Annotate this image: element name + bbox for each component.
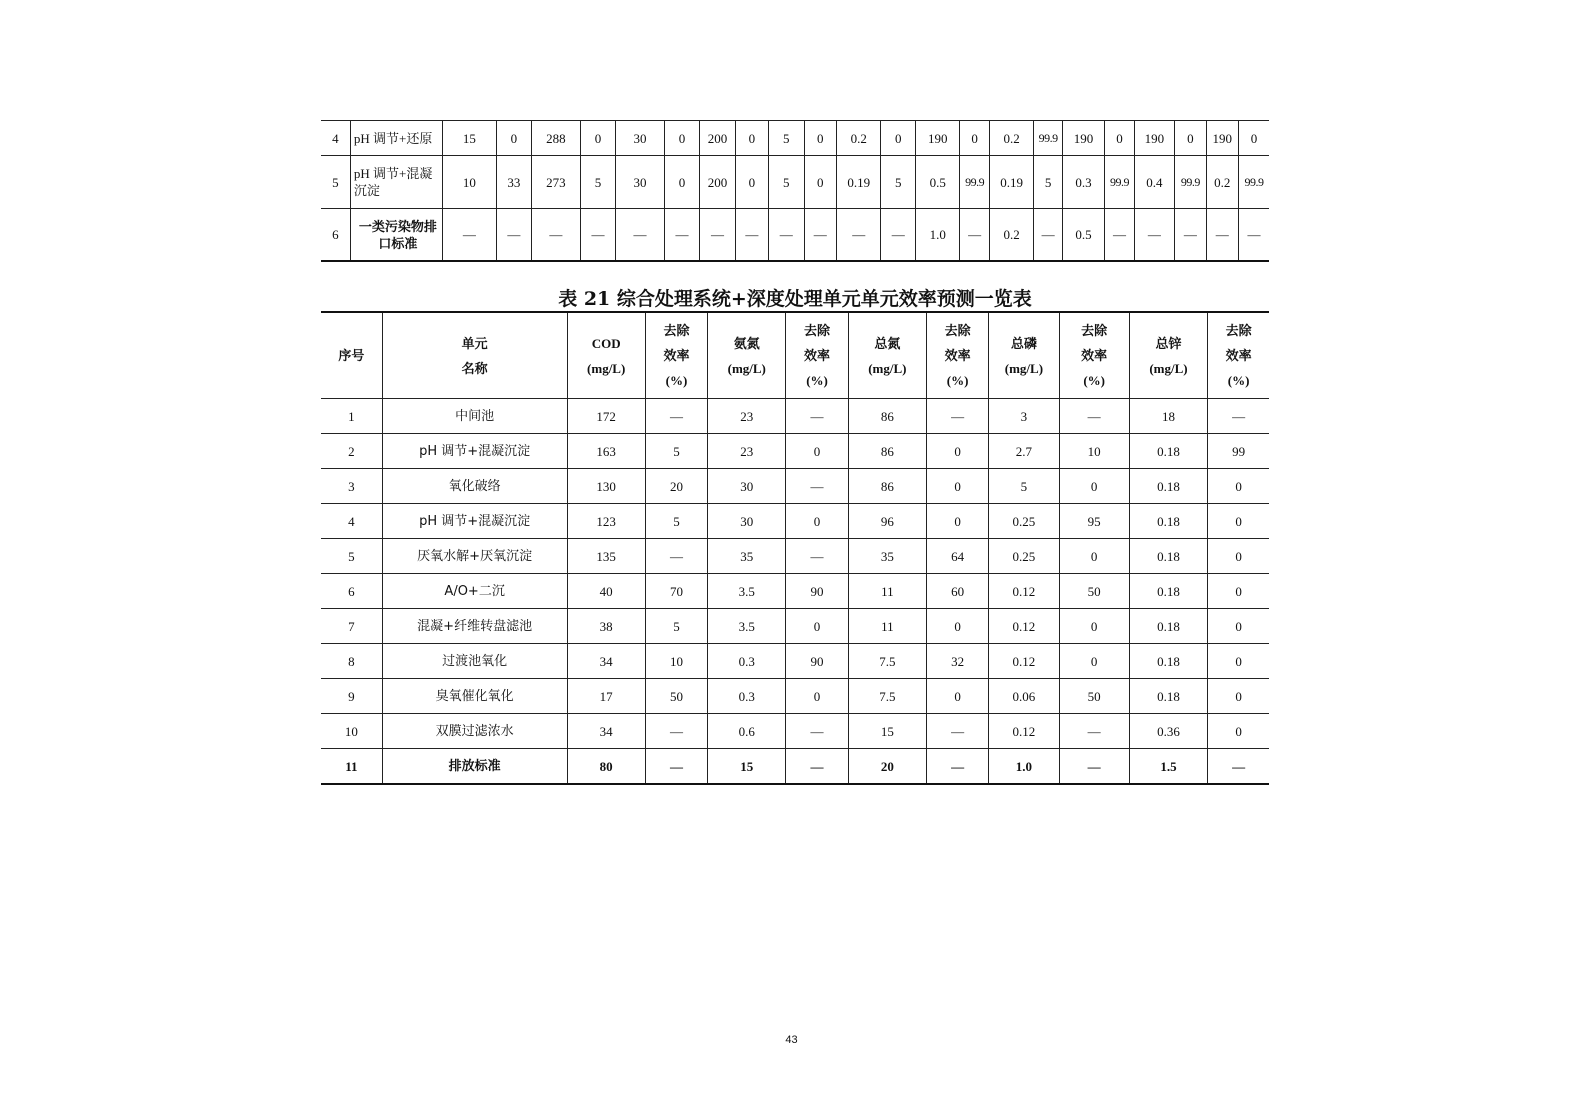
value-cell: 273 — [532, 156, 581, 209]
value-cell: 2.7 — [989, 434, 1059, 469]
header-line: (%) — [806, 373, 828, 388]
value-cell: 5 — [989, 469, 1059, 504]
value-cell: — — [881, 209, 915, 262]
value-cell: — — [1059, 399, 1129, 434]
value-cell: 40 — [567, 574, 645, 609]
value-cell: 200 — [700, 121, 735, 156]
header-cell — [321, 312, 382, 399]
value-cell: — — [786, 399, 848, 434]
value-cell: 200 — [700, 156, 735, 209]
value-cell: — — [735, 209, 768, 262]
unit-name-cell: 混凝+纤维转盘滤池 — [382, 609, 567, 644]
value-cell: 0.25 — [989, 504, 1059, 539]
value-cell: 50 — [1059, 574, 1129, 609]
value-cell: 0.12 — [989, 574, 1059, 609]
value-cell: 0 — [1208, 679, 1269, 714]
value-cell: 0.06 — [989, 679, 1059, 714]
value-cell: 96 — [848, 504, 926, 539]
value-cell: 3.5 — [708, 574, 786, 609]
value-cell: 5 — [881, 156, 915, 209]
value-cell: — — [927, 714, 989, 749]
value-cell: — — [786, 469, 848, 504]
value-cell: 50 — [1059, 679, 1129, 714]
continued-table — [321, 120, 1269, 262]
value-cell: 0 — [1059, 609, 1129, 644]
value-cell: 0.18 — [1129, 504, 1207, 539]
value-cell: 0.6 — [708, 714, 786, 749]
value-cell: 5 — [645, 504, 707, 539]
header-line: (%) — [946, 373, 969, 388]
value-cell: 0 — [927, 609, 989, 644]
value-cell: 1.0 — [989, 749, 1059, 785]
value-cell: 0 — [735, 156, 768, 209]
value-cell: 0.4 — [1134, 156, 1175, 209]
value-cell: — — [1206, 209, 1238, 262]
value-cell: 172 — [567, 399, 645, 434]
header-cell — [1129, 312, 1207, 399]
value-cell: 10 — [1059, 434, 1129, 469]
value-cell: 0.18 — [1129, 469, 1207, 504]
value-cell: 17 — [567, 679, 645, 714]
header-line: 效率 — [804, 348, 831, 363]
value-cell: — — [1238, 209, 1269, 262]
value-cell: 20 — [645, 469, 707, 504]
value-cell: 0 — [1059, 539, 1129, 574]
row-number-cell: 6 — [321, 574, 382, 609]
row-number-cell: 10 — [321, 714, 382, 749]
header-line: 效率 — [1225, 348, 1252, 363]
header-cell — [708, 312, 786, 399]
header-cell — [567, 312, 645, 399]
value-cell: 30 — [708, 469, 786, 504]
value-cell: 5 — [1034, 156, 1062, 209]
value-cell: 5 — [580, 156, 615, 209]
value-cell: — — [616, 209, 665, 262]
value-cell: 0.18 — [1129, 644, 1207, 679]
value-cell: 86 — [848, 399, 926, 434]
value-cell: — — [664, 209, 699, 262]
table-caption: 表 21 综合处理系统+深度处理单元单元效率预测一览表 — [558, 288, 1032, 310]
value-cell: 60 — [927, 574, 989, 609]
value-cell: 0.3 — [708, 679, 786, 714]
value-cell: 0 — [1208, 714, 1269, 749]
row-number-cell: 5 — [321, 156, 350, 209]
header-cell — [645, 312, 707, 399]
value-cell: 70 — [645, 574, 707, 609]
value-cell: 64 — [927, 539, 989, 574]
value-cell: — — [786, 749, 848, 785]
header-line: (%) — [1227, 373, 1250, 388]
value-cell: — — [1175, 209, 1206, 262]
table-row — [321, 749, 1269, 785]
value-cell: 0 — [1208, 609, 1269, 644]
value-cell: 0 — [1105, 121, 1134, 156]
table-row — [321, 156, 1269, 209]
value-cell: 0.2 — [989, 209, 1034, 262]
row-number-cell: 4 — [321, 121, 350, 156]
value-cell: 0.3 — [708, 644, 786, 679]
header-line: COD — [591, 335, 621, 351]
value-cell: 0 — [1059, 469, 1129, 504]
value-cell: 99.9 — [1034, 121, 1062, 156]
header-line: (%) — [1083, 373, 1105, 388]
value-cell: 99.9 — [1175, 156, 1206, 209]
value-cell: 0 — [927, 434, 989, 469]
value-cell: 0.12 — [989, 714, 1059, 749]
value-cell: 0 — [804, 121, 836, 156]
value-cell: 0.25 — [989, 539, 1059, 574]
table-row — [321, 679, 1269, 714]
value-cell: 0.2 — [1206, 156, 1238, 209]
value-cell: 0.3 — [1062, 156, 1105, 209]
value-cell: 0 — [1208, 504, 1269, 539]
value-cell: 50 — [645, 679, 707, 714]
header-line: 效率 — [1081, 348, 1108, 363]
table-header-row — [321, 312, 1269, 399]
value-cell: 0 — [927, 679, 989, 714]
unit-name-cell: 过渡池氧化 — [382, 644, 567, 679]
table-row — [321, 609, 1269, 644]
value-cell: 5 — [769, 156, 804, 209]
value-cell: 0 — [786, 679, 848, 714]
value-cell: — — [769, 209, 804, 262]
value-cell: 18 — [1129, 399, 1207, 434]
value-cell: — — [1034, 209, 1062, 262]
value-cell: 34 — [567, 714, 645, 749]
value-cell: — — [443, 209, 497, 262]
header-line: (mg/L) — [868, 360, 907, 376]
row-number-cell: 6 — [321, 209, 350, 262]
header-line: 效率 — [944, 348, 971, 363]
header-cell — [927, 312, 989, 399]
value-cell: 23 — [708, 399, 786, 434]
value-cell: — — [786, 714, 848, 749]
header-line: 总磷 — [1010, 335, 1037, 351]
value-cell: 190 — [915, 121, 960, 156]
table-row — [321, 644, 1269, 679]
table-row — [321, 504, 1269, 539]
value-cell: 15 — [848, 714, 926, 749]
value-cell: — — [1208, 399, 1269, 434]
table-row — [321, 209, 1269, 262]
value-cell: 0 — [1208, 539, 1269, 574]
value-cell: 190 — [1134, 121, 1175, 156]
header-line: 总锌 — [1155, 335, 1182, 351]
header-line: 氨氮 — [733, 335, 760, 351]
value-cell: 0.5 — [1062, 209, 1105, 262]
value-cell: 0.19 — [989, 156, 1034, 209]
value-cell: 0 — [664, 121, 699, 156]
header-cell — [848, 312, 926, 399]
value-cell: 0.12 — [989, 609, 1059, 644]
header-line: (mg/L) — [1149, 360, 1188, 376]
value-cell: — — [786, 539, 848, 574]
value-cell: 0 — [881, 121, 915, 156]
value-cell: 190 — [1206, 121, 1238, 156]
value-cell: 0 — [1059, 644, 1129, 679]
value-cell: — — [836, 209, 881, 262]
value-cell: 288 — [532, 121, 581, 156]
row-number-cell: 3 — [321, 469, 382, 504]
value-cell: 190 — [1062, 121, 1105, 156]
value-cell: 0 — [496, 121, 531, 156]
header-cell — [1208, 312, 1269, 399]
value-cell: 0 — [1208, 644, 1269, 679]
page-number: 43 — [785, 1034, 798, 1046]
unit-name-cell: A/O+二沉 — [382, 574, 567, 609]
value-cell: — — [1059, 749, 1129, 785]
value-cell: — — [580, 209, 615, 262]
unit-name-cell: 中间池 — [382, 399, 567, 434]
unit-name-cell: 一类污染物排口标准 — [350, 209, 442, 262]
value-cell: 0 — [927, 469, 989, 504]
unit-name-cell: 氧化破络 — [382, 469, 567, 504]
value-cell: 0 — [664, 156, 699, 209]
value-cell: 90 — [786, 644, 848, 679]
value-cell: 0.19 — [836, 156, 881, 209]
value-cell: 99.9 — [1238, 156, 1269, 209]
header-cell — [786, 312, 848, 399]
value-cell: 5 — [645, 434, 707, 469]
value-cell: 30 — [708, 504, 786, 539]
unit-name-cell: pH 调节+混凝沉淀 — [382, 504, 567, 539]
table-row — [321, 469, 1269, 504]
value-cell: 0 — [580, 121, 615, 156]
value-cell: — — [645, 749, 707, 785]
value-cell: — — [927, 749, 989, 785]
value-cell: 0.18 — [1129, 539, 1207, 574]
table-row — [321, 434, 1269, 469]
value-cell: 10 — [443, 156, 497, 209]
value-cell: 0 — [1208, 469, 1269, 504]
value-cell: — — [1134, 209, 1175, 262]
value-cell: 99.9 — [960, 156, 989, 209]
unit-name-cell: pH 调节+还原 — [350, 121, 442, 156]
value-cell: — — [532, 209, 581, 262]
value-cell: 0.18 — [1129, 574, 1207, 609]
value-cell: 0 — [1175, 121, 1206, 156]
value-cell: — — [645, 714, 707, 749]
unit-name-cell: 双膜过滤浓水 — [382, 714, 567, 749]
row-number-cell: 8 — [321, 644, 382, 679]
value-cell: 95 — [1059, 504, 1129, 539]
value-cell: 99 — [1208, 434, 1269, 469]
value-cell: 3.5 — [708, 609, 786, 644]
row-number-cell: 2 — [321, 434, 382, 469]
value-cell: 0 — [960, 121, 989, 156]
value-cell: 11 — [848, 574, 926, 609]
value-cell: 23 — [708, 434, 786, 469]
value-cell: 11 — [848, 609, 926, 644]
header-line: 名称 — [461, 360, 488, 376]
unit-name-cell: pH 调节+混凝沉淀 — [382, 434, 567, 469]
unit-name-cell: 排放标准 — [382, 749, 567, 785]
value-cell: 0.36 — [1129, 714, 1207, 749]
value-cell: — — [1105, 209, 1134, 262]
unit-name-cell: pH 调节+混凝沉淀 — [350, 156, 442, 209]
header-line: 去除 — [663, 323, 690, 338]
value-cell: 1.5 — [1129, 749, 1207, 785]
value-cell: 0.18 — [1129, 679, 1207, 714]
value-cell: 32 — [927, 644, 989, 679]
value-cell: 0.2 — [836, 121, 881, 156]
value-cell: 0 — [804, 156, 836, 209]
value-cell: 33 — [496, 156, 531, 209]
value-cell: 99.9 — [1105, 156, 1134, 209]
row-number-cell: 5 — [321, 539, 382, 574]
value-cell: 0 — [786, 504, 848, 539]
value-cell: — — [1208, 749, 1269, 785]
value-cell: 35 — [848, 539, 926, 574]
value-cell: 0 — [786, 434, 848, 469]
row-number-cell: 7 — [321, 609, 382, 644]
value-cell: 135 — [567, 539, 645, 574]
value-cell: 35 — [708, 539, 786, 574]
value-cell: — — [645, 539, 707, 574]
row-number-cell: 4 — [321, 504, 382, 539]
value-cell: 163 — [567, 434, 645, 469]
value-cell: 0 — [735, 121, 768, 156]
unit-name-cell: 厌氧水解+厌氧沉淀 — [382, 539, 567, 574]
value-cell: 3 — [989, 399, 1059, 434]
value-cell: — — [927, 399, 989, 434]
value-cell: 0 — [1208, 574, 1269, 609]
value-cell: 30 — [616, 156, 665, 209]
table-row — [321, 539, 1269, 574]
table-row — [321, 574, 1269, 609]
value-cell: 34 — [567, 644, 645, 679]
value-cell: — — [1059, 714, 1129, 749]
header-line: 去除 — [944, 323, 971, 338]
value-cell: — — [645, 399, 707, 434]
value-cell: 86 — [848, 469, 926, 504]
header-line: (mg/L) — [587, 360, 626, 376]
value-cell: — — [700, 209, 735, 262]
header-line: 序号 — [338, 348, 365, 363]
value-cell: 38 — [567, 609, 645, 644]
value-cell: 15 — [443, 121, 497, 156]
unit-name-cell: 臭氧催化氧化 — [382, 679, 567, 714]
row-number-cell: 9 — [321, 679, 382, 714]
value-cell: 0.18 — [1129, 434, 1207, 469]
efficiency-table — [321, 311, 1269, 785]
value-cell: 0.2 — [989, 121, 1034, 156]
table-row — [321, 399, 1269, 434]
value-cell: 80 — [567, 749, 645, 785]
value-cell: 0.5 — [915, 156, 960, 209]
value-cell: 15 — [708, 749, 786, 785]
value-cell: 5 — [769, 121, 804, 156]
header-cell — [1059, 312, 1129, 399]
header-cell — [382, 312, 567, 399]
table-row — [321, 714, 1269, 749]
header-line: (mg/L) — [1004, 360, 1044, 376]
header-line: 去除 — [804, 323, 831, 338]
header-line: 效率 — [663, 348, 690, 363]
header-line: 去除 — [1081, 323, 1108, 338]
value-cell: 7.5 — [848, 679, 926, 714]
row-number-cell: 11 — [321, 749, 382, 785]
value-cell: 0.18 — [1129, 609, 1207, 644]
value-cell: — — [804, 209, 836, 262]
header-line: 单元 — [461, 335, 488, 351]
value-cell: — — [960, 209, 989, 262]
value-cell: 0 — [927, 504, 989, 539]
value-cell: 0 — [786, 609, 848, 644]
value-cell: 20 — [848, 749, 926, 785]
header-line: 去除 — [1225, 323, 1252, 338]
value-cell: 86 — [848, 434, 926, 469]
header-cell — [989, 312, 1059, 399]
value-cell: 90 — [786, 574, 848, 609]
value-cell: 0 — [1238, 121, 1269, 156]
value-cell: — — [496, 209, 531, 262]
value-cell: 130 — [567, 469, 645, 504]
row-number-cell: 1 — [321, 399, 382, 434]
value-cell: 7.5 — [848, 644, 926, 679]
value-cell: 0.12 — [989, 644, 1059, 679]
value-cell: 30 — [616, 121, 665, 156]
header-line: (mg/L) — [727, 360, 766, 376]
value-cell: 123 — [567, 504, 645, 539]
table-row — [321, 121, 1269, 156]
value-cell: 10 — [645, 644, 707, 679]
value-cell: 5 — [645, 609, 707, 644]
header-line: 总氮 — [874, 335, 901, 351]
value-cell: 1.0 — [915, 209, 960, 262]
header-line: (%) — [665, 373, 688, 388]
